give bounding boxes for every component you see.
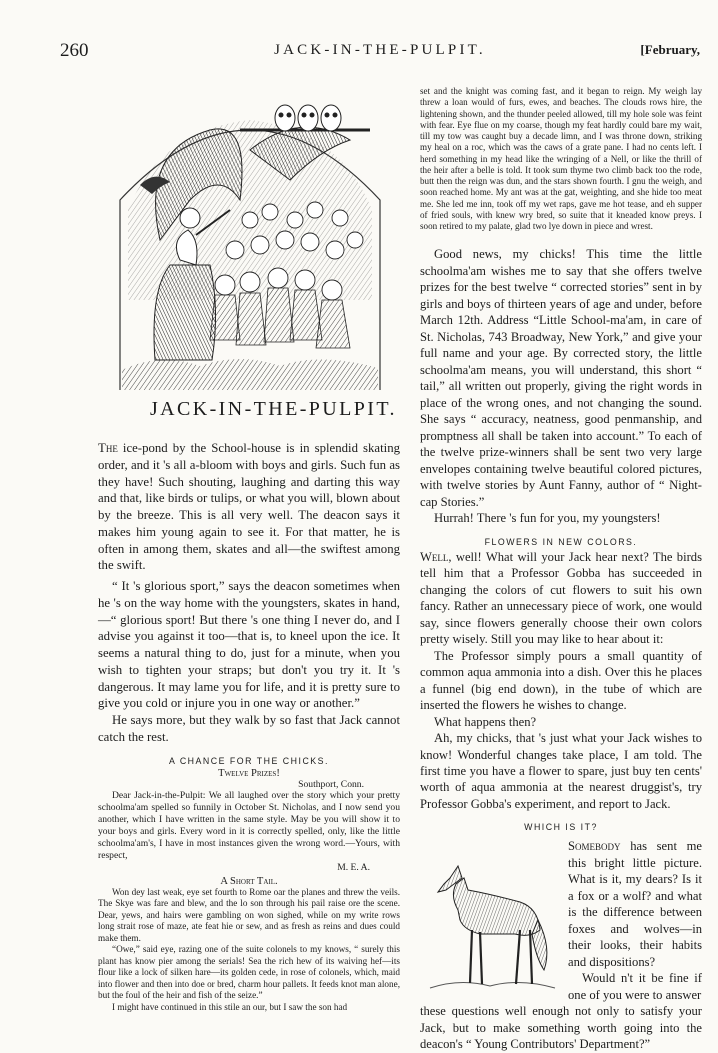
letter-place: Southport, Conn.: [298, 778, 364, 790]
flowers-paragraph: What happens then?: [434, 714, 537, 729]
chance-heading: A CHANCE FOR THE CHICKS.: [169, 755, 329, 766]
which-paragraph: [568, 838, 702, 970]
deacon-closing-paragraph: He says more, but they walk by so fast that Jack cannot catch the rest.: [98, 713, 400, 744]
which-lead: Somebody: [568, 839, 621, 854]
story-title: A Short Tail.: [220, 875, 278, 887]
intro-paragraph: [98, 440, 400, 574]
story-paragraph: I might have continued in this stile an our, but I saw the son had: [112, 1001, 348, 1012]
letter-signature-line: [98, 862, 400, 874]
which-heading: WHICH IS IT?: [524, 822, 598, 833]
hurrah-line: Hurrah! There 's fun for you, my youngsters!: [434, 511, 661, 526]
which-text: has sent me this bright little picture. What is it, my dears? Is it a fox or a wolf? and what is the difference between foxes and wolves—in their looks, their habits and dispositions?: [568, 839, 702, 969]
running-title: JACK-IN-THE-PULPIT.: [274, 42, 486, 58]
story-paragraph: Won dey last weak, eye set fourth to Rome oar the planes and threw the veils. The Skye was fare and blew, and the lo son through his pail raise ore the scene. Dear, yews, and hairs were gambling on won sighed, while on my write rows long strait rose of maze, ate feat hie or sew, and as fresh as reins and dues could make them.: [98, 886, 400, 943]
letter-signature: M. E. A.: [337, 861, 370, 873]
flowers-paragraph: [420, 549, 702, 648]
story-continued: set and the knight was coming fast, and it began to reign. My weigh lay threw a loan would of furs, ewes, and beaches. The clouds rows hire, the lightening shown, and the thunder peeled allowed, till my hole sole was feint with fear. Eye flue on my coarse, though my feat hardly could bare my wait, till my tow was caught buy a decade limn, and I was throne down, striking my heal on a roc, which was the caws of a grate pane. I had no cents left. I herd something in my head like the wringing of a Nell, or like the thrill of the heir after a belle is told. It took sum thyme two climb back too the rode, butt then the reign was dun, and the stars shown fourth. I gnu the weigh, and soon reached home. My ant was at the gat, weighting, and she hide too meat me. She led me inn, took off my wet raps, gave me hot tease, and eh supper of fried souls, with knew wry bred, so suite that it kneaded know preys. I soon retired to my palate, glad two lye down in piece and wrest.: [420, 86, 702, 232]
flowers-lead: Well: [420, 549, 449, 564]
fox-illustration: [420, 838, 560, 1008]
flowers-heading: FLOWERS IN NEW COLORS.: [484, 536, 638, 547]
which-paragraph-end: these questions well enough not only to satisfy your Jack, but to make something worth going into the deacon's “ Young Contributors' Department?”: [420, 1004, 702, 1052]
right-column: [420, 86, 702, 1053]
story-paragraph: “Owe,” said eye, razing one of the suite colonels to my knows, “ surely this plant has know pier among the serials! Sea the rich hew of its waiving hef—its flour like a lock of silken hare—its golden cede, in rose of colonels, which, maid into flower and then into doe or bred, charm hour pallets. It feeds knot man alone, but the foul of the heir and fish of the seize.”: [98, 944, 400, 1001]
letter-body: Dear Jack-in-the-Pulpit: We all laughed over the story which your pretty schoolma'am spelled so funnily in October St. Nicholas, and I now send you another, which I have written in the same style. May be you will show it to your boys and girls. Every word in it is correctly spelled, only, like the little schoolma'am's, I have in most instances given the wrong word.—Yours, with respect,: [98, 790, 400, 861]
issue-month: [February,: [640, 42, 700, 57]
flowers-paragraph: Ah, my chicks, that 's just what your Jack wishes to know! Wonderful changes take place, I am told. The first time you have a flower to spare, just buy ten cents' worth of aqua ammonia at the nearest druggist's, try Professor Gobba's experiment, and report to Jack.: [420, 731, 702, 811]
left-column: [98, 440, 400, 1013]
deacon-quote-paragraph: “ It 's glorious sport,” says the deacon sometimes when he 's on the way home with the youngsters, skates in hand,—“ glorious sport! But there 's one thing I never do, and I advise you against it too—that is, to kneel upon the ice. It seems a natural thing to do, just for a minute, when you wish to tighten your straps; but don't you try it. It 's dangerous. It may lame you for life, and it is pretty sure to give you cold or injure you in one way or another.”: [98, 579, 400, 711]
flowers-paragraph: The Professor simply pours a small quantity of common aqua ammonia into a dish. Over this he places a funnel (big end down), in the tube of which are inserted the flowers he wishes to change.: [420, 648, 702, 713]
page-number: 260: [60, 40, 89, 61]
good-news-paragraph: Good news, my chicks! This time the little schoolma'am wishes me to say that she offers twelve prizes for the best twelve “ corrected stories” sent in by girls and boys of thirteen years of age and under, before March 12th. Address “Little School-ma'am, in care of St. Nicholas, 743 Broadway, New York,” and give your full name and your age. By corrected story, the little schoolma'am means, you will understand, this short “ tail,” all written out properly, giving the right words in place of the wrong ones, and not changing the sound. She says “ accuracy, neatness, good penmanship, and promptness all shall be taken into account.” To each of the twelve prize-winners shall be sent two very large envelopes containing twelve beautiful colored pictures, with twelve stories by Aunt Fanny, author of “ Night-cap Stories.”: [420, 247, 702, 509]
section-title: JACK-IN-THE-PULPIT.: [150, 398, 397, 420]
fox-text: [568, 838, 702, 1003]
which-paragraph-start: Would n't it be fine if one of you were to answer: [568, 971, 702, 1002]
fox-section: [420, 838, 702, 1052]
page-header: [60, 40, 700, 62]
flowers-text: , well! What will your Jack hear next? The birds tell him that a Professor Gobba has succeeded in changing the colors of cut flowers to suit his own fancy. Rather an unnecessary piece of work, one would say, since flowers generally choose their own colors pretty wisely. Still you may like to hear about it:: [420, 549, 702, 647]
intro-lead: The: [98, 441, 118, 455]
prizes-subheading: Twelve Prizes!: [218, 767, 280, 779]
jack-pulpit-illustration: [100, 90, 400, 390]
intro-text: ice-pond by the School-house is in splendid skating order, and it 's all a-bloom with boys and girls. Such fun as they have! Such shouting, laughing and darting this way and that, like birds or tulips, or what you will, blown about by the breeze. This is all very well. The deacon says it makes him young again to see it. For that matter, he is often in among them, skates and all—the swiftest among the swift.: [98, 441, 400, 573]
